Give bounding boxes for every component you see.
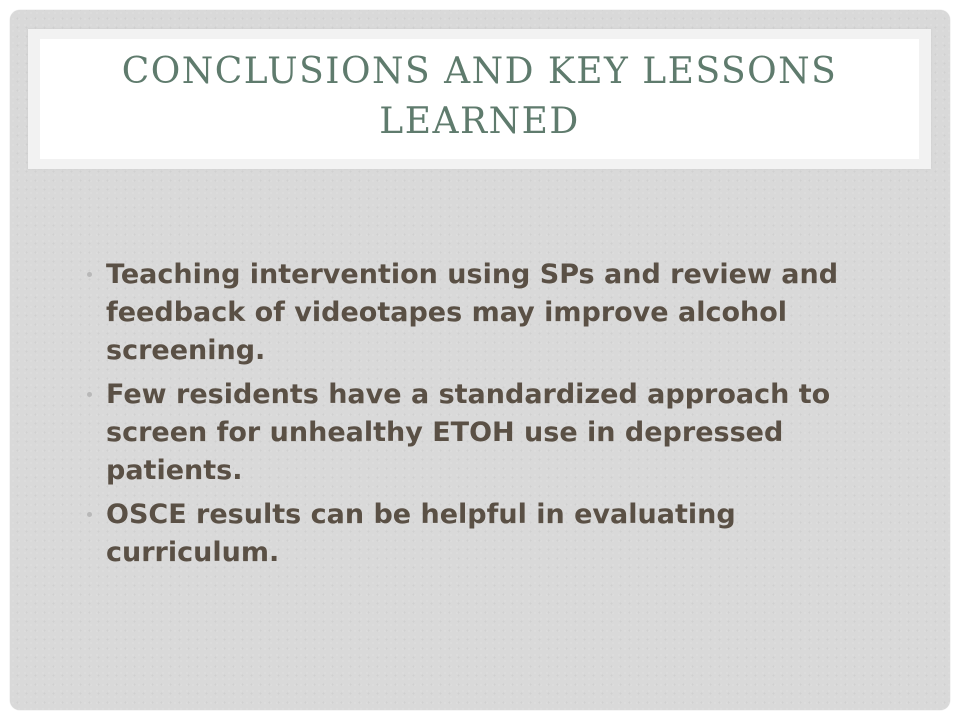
bullet-dot-icon [87,512,92,517]
bullet-item [87,376,907,490]
bullet-text: Teaching intervention using SPs and review and feedback of videotapes may improve alcohol screening. [106,259,839,366]
bullet-item [87,256,907,370]
title-frame [28,29,931,169]
title-box [40,39,919,159]
bullet-list [87,256,907,572]
bullet-text: Few residents have a standardized approach to screen for unhealthy ETOH use in depressed patients. [106,379,831,486]
bullet-dot-icon [87,392,92,397]
slide-title: CONCLUSIONS AND KEY LESSONS LEARNED [121,51,838,142]
bullet-dot-icon [87,272,92,277]
bullet-text: OSCE results can be helpful in evaluating curriculum. [106,499,736,568]
slide [10,10,950,710]
content-area [87,256,907,578]
bullet-item [87,496,907,572]
